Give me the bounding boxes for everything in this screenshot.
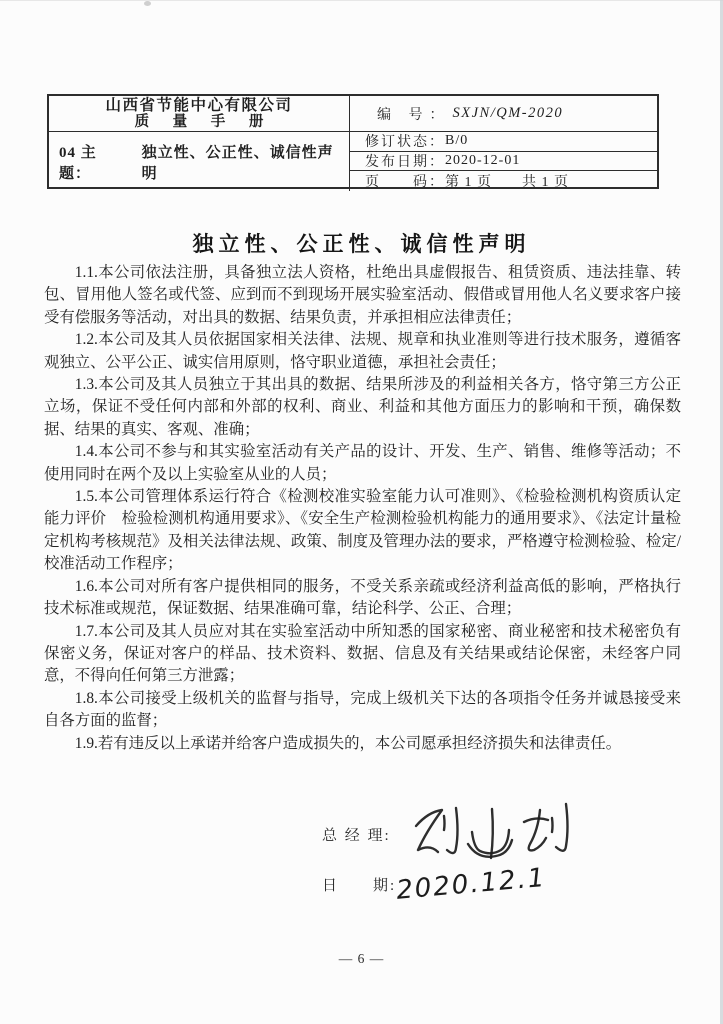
subject-prefix: 04 主题： bbox=[59, 144, 97, 182]
doc-number-cell bbox=[350, 96, 657, 132]
page-code-value: 第 1 页 共 1 页 bbox=[445, 175, 569, 190]
company-name: 山西省节能中心有限公司 bbox=[105, 97, 293, 114]
subject-text: 独立性、公正性、诚信性声明 bbox=[141, 144, 334, 182]
page-code-label: 页 码： bbox=[365, 175, 445, 190]
clause-1-4: 1.4.本公司不参与和其实验室活动有关产品的设计、开发、生产、销售、维修等活动；不使用同时在两个及以上实验室从业的人员； bbox=[44, 443, 681, 483]
subject-cell bbox=[49, 132, 350, 191]
page-code-row bbox=[350, 171, 657, 191]
general-manager-label: 总 经 理: bbox=[322, 828, 391, 844]
date-handwriting bbox=[388, 858, 563, 908]
declaration-body bbox=[44, 262, 681, 755]
company-cell bbox=[49, 96, 350, 132]
manual-title: 质 量 手 册 bbox=[134, 114, 274, 130]
clause-1-9: 1.9.若有违反以上承诺并给客户造成损失的，本公司愿承担经济损失和法律责任。 bbox=[74, 734, 622, 752]
issue-date-row bbox=[350, 152, 657, 172]
page-title: 独立性、公正性、诚信性声明 bbox=[192, 232, 531, 256]
clause-1-3: 1.3.本公司及其人员独立于其出具的数据、结果所涉及的利益相关各方，恪守第三方公正立场，保证不受任何内部和外部的权利、商业、利益和其他方面压力的影响和干预，确保数据、结果的真实、客观、准确； bbox=[44, 376, 681, 438]
scan-smudge-artifact bbox=[144, 1, 151, 6]
date-handwriting-text: 2020.12.1 bbox=[395, 862, 548, 906]
clause-1-7: 1.7.本公司及其人员应对其在实验室活动中所知悉的国家秘密、商业秘密和技术秘密负有保密义务，保证对客户的样品、技术资料、数据、信息及有关结果或结论保密，未经客户同意，不得向任何第三方泄露； bbox=[44, 622, 681, 685]
revision-label: 修订状态： bbox=[365, 135, 445, 151]
scan-edge-top-artifact bbox=[0, 0, 723, 1]
doc-number-label: 编 号： bbox=[377, 107, 451, 123]
page-number: — 6 — bbox=[338, 951, 385, 966]
issue-date-label: 发布日期： bbox=[365, 154, 445, 170]
clause-1-6: 1.6.本公司对所有客户提供相同的服务，不受关系亲疏或经济利益高低的影响，严格执行技术标准或规范，保证数据、结果准确可靠，结论科学、公正、合理； bbox=[44, 577, 681, 618]
clause-1-1: 1.1.本公司依法注册，具备独立法人资格，杜绝出具虚假报告、租赁资质、违法挂靠、转包、冒用他人签名或代签、应到而不到现场开展实验室活动、假借或冒用他人名义要求客户接受有偿服务等活动，对出具的数据、结果负责，并承担相应法律责任； bbox=[44, 264, 681, 326]
manager-signature-handwriting bbox=[398, 794, 583, 864]
issue-date-value: 2020-12-01 bbox=[445, 152, 521, 168]
clause-1-2: 1.2.本公司及其人员依据国家相关法律、法规、规章和执业准则等进行技术服务，遵循客观独立、公平公正、诚实信用原则，恪守职业道德，承担社会责任； bbox=[44, 331, 681, 371]
document-header-table bbox=[47, 94, 659, 189]
revision-value: B/0 bbox=[445, 133, 469, 149]
doc-number-value: SXJN/QM-2020 bbox=[452, 105, 564, 121]
clause-1-8: 1.8.本公司接受上级机关的监督与指导，完成上级机关下达的各项指令任务并诚恳接受来自各方面的监督； bbox=[44, 689, 681, 730]
clause-1-5: 1.5.本公司管理体系运行符合《检测校准实验室能力认可准则》、《检验检测机构资质认定能力评价 检验检测机构通用要求》、《安全生产检测检验机构能力的通用要求》、《法定计量检定机构考核规范》及相关法律法规、政策、制度及管理办法的要求，严格遵守检测检验、检定/校准活动工作程序； bbox=[44, 488, 681, 573]
revision-row bbox=[350, 132, 657, 152]
date-label: 日 期: bbox=[322, 878, 397, 894]
